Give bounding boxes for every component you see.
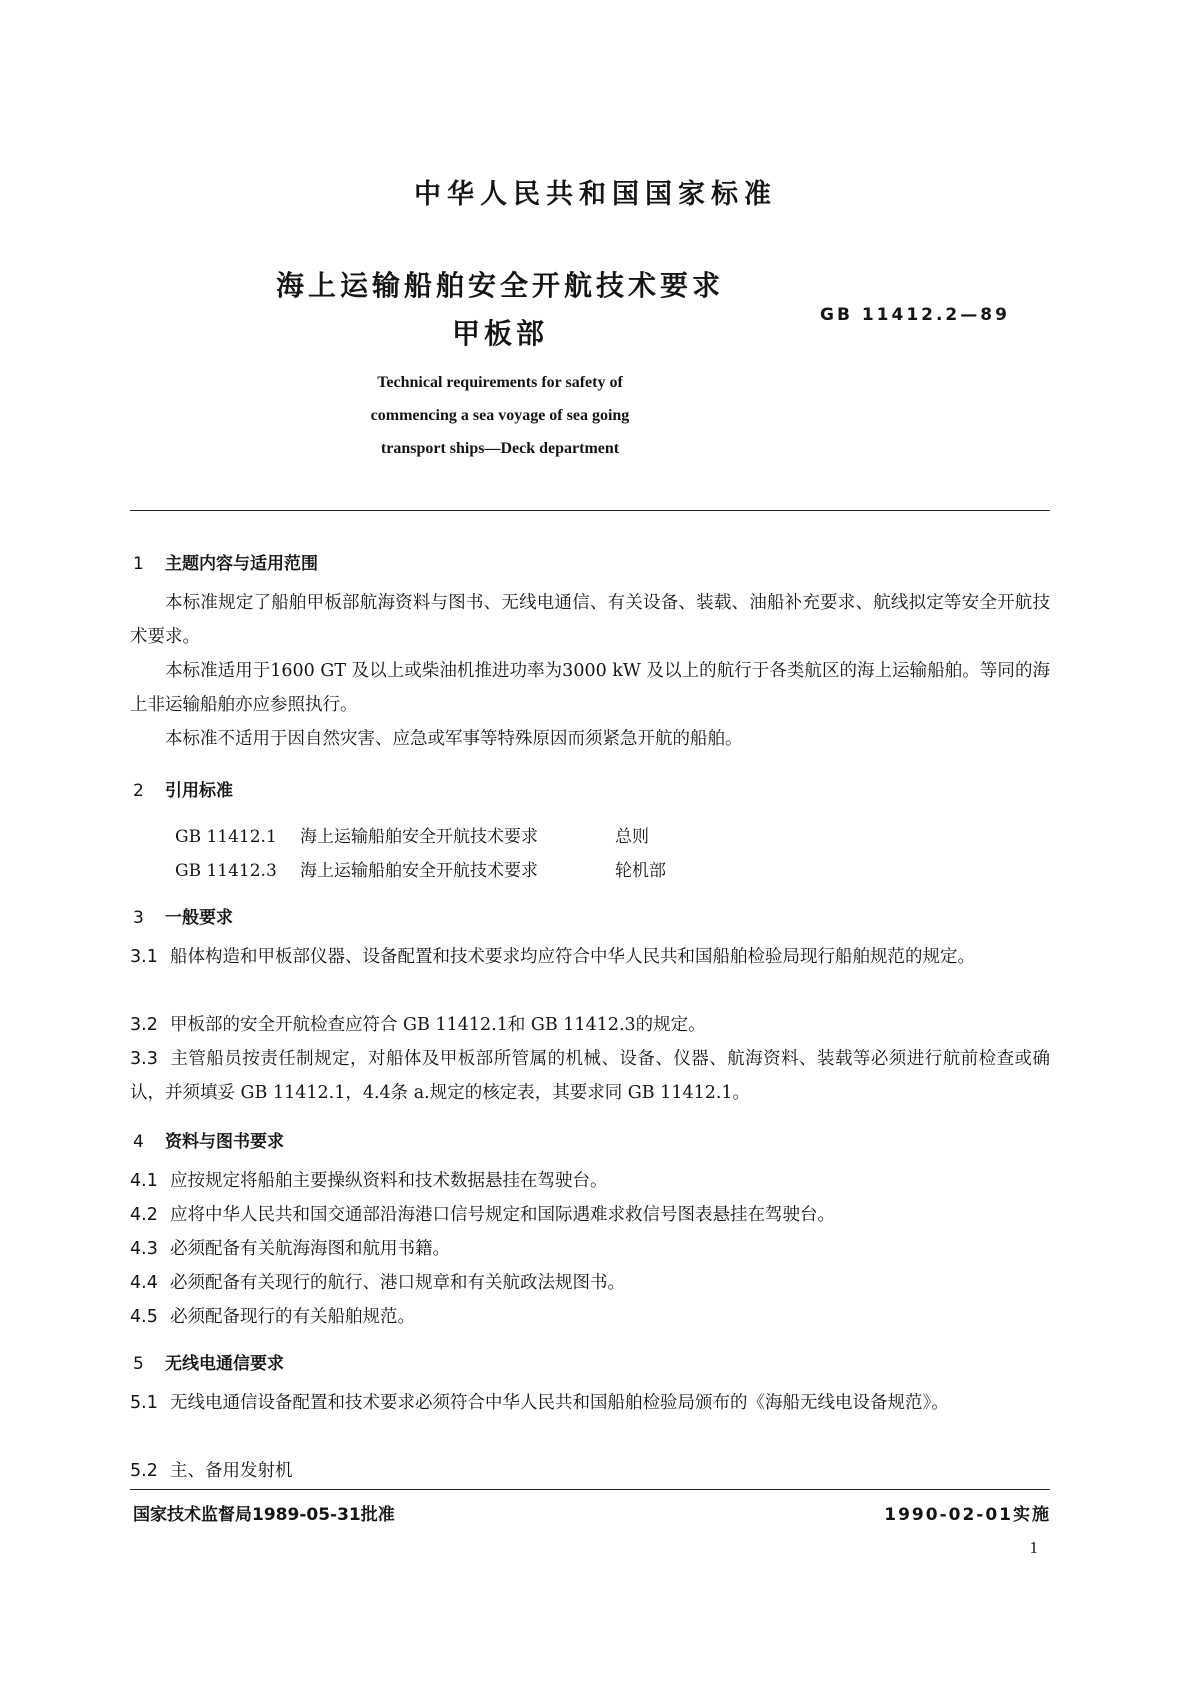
section-number: 3 (133, 908, 144, 928)
clause (130, 1386, 1050, 1420)
section-number: 5 (133, 1354, 144, 1374)
clause-text: 必须配备现行的有关船舶规范。 (170, 1307, 415, 1327)
clause (130, 1232, 1050, 1266)
section-number: 2 (133, 781, 144, 801)
reference-item (175, 856, 666, 881)
clause-number: 5.1 (130, 1393, 158, 1413)
clause-number: 5.2 (130, 1461, 158, 1481)
clause-number: 3.3 (130, 1049, 158, 1069)
section-title: 资料与图书要求 (165, 1132, 284, 1152)
section-heading (133, 903, 233, 928)
section-number: 4 (133, 1132, 144, 1152)
english-title-line: transport ships—Deck department (380, 440, 620, 457)
national-standard-heading: 中华人民共和国国家标准 (414, 179, 777, 210)
section-number: 1 (133, 554, 144, 574)
effective-date: 1990-02-01实施 (884, 1505, 1051, 1525)
footer-divider (130, 1489, 1050, 1490)
clause (130, 1266, 1050, 1300)
english-title-line: Technical requirements for safety of (377, 374, 623, 391)
reference-code: GB 11412.1 (175, 827, 277, 847)
header-divider (130, 510, 1050, 511)
document-subtitle: 甲板部 (451, 317, 548, 350)
clause-text: 主、备用发射机 (170, 1461, 293, 1481)
clause (130, 1008, 1050, 1042)
clause-number: 4.5 (130, 1307, 158, 1327)
clause (130, 940, 1050, 974)
english-title (0, 366, 1000, 465)
clause (130, 1198, 1050, 1232)
clause (130, 1164, 1050, 1198)
clause-number: 3.2 (130, 1015, 158, 1035)
clause-text: 应将中华人民共和国交通部沿海港口信号规定和国际遇难求救信号图表悬挂在驾驶台。 (170, 1205, 835, 1225)
clause-number: 4.3 (130, 1239, 158, 1259)
paragraph: 本标准适用于1600 GT 及以上或柴油机推进功率为3000 kW 及以上的航行于各类航区的海上运输船舶。等同的海上非运输船舶亦应参照执行。 (130, 661, 1050, 715)
clause-number: 3.1 (130, 947, 158, 967)
reference-part: 轮机部 (615, 861, 666, 881)
paragraph: 本标准不适用于因自然灾害、应急或军事等特殊原因而须紧急开航的船舶。 (165, 729, 743, 749)
clause-text: 主管船员按责任制规定，对船体及甲板部所管属的机械、设备、仪器、航海资料、装载等必须进行航前检查或确认，并须填妥 GB 11412.1，4.4条 a.规定的核定表，其要求同 GB 11412.1。 (130, 1049, 1050, 1103)
section-heading (133, 549, 318, 574)
section-heading (133, 1127, 284, 1152)
clause-text: 船体构造和甲板部仪器、设备配置和技术要求均应符合中华人民共和国船舶检验局现行船舶规范的规定。 (170, 947, 975, 967)
clause (130, 1042, 1050, 1110)
clause-number: 4.2 (130, 1205, 158, 1225)
section-heading (133, 1349, 284, 1374)
paragraph: 本标准规定了船舶甲板部航海资料与图书、无线电通信、有关设备、装载、油船补充要求、航线拟定等安全开航技术要求。 (130, 593, 1050, 647)
clause-text: 必须配备有关航海海图和航用书籍。 (170, 1239, 450, 1259)
section-title: 引用标准 (165, 781, 233, 801)
section-title: 一般要求 (165, 908, 233, 928)
page-number: 1 (1029, 1538, 1038, 1557)
approval-date: 国家技术监督局1989-05-31批准 (133, 1505, 395, 1525)
clause-number: 4.1 (130, 1171, 158, 1191)
reference-part: 总则 (615, 827, 649, 847)
reference-name: 海上运输船舶安全开航技术要求 (300, 861, 538, 881)
document-title: 海上运输船舶安全开航技术要求 (275, 269, 724, 302)
section-title: 无线电通信要求 (165, 1354, 284, 1374)
clause (130, 1300, 1050, 1334)
section-heading (133, 776, 233, 801)
clause-text: 必须配备有关现行的航行、港口规章和有关航政法规图书。 (170, 1273, 625, 1293)
section-title: 主题内容与适用范围 (165, 554, 318, 574)
clause-text: 无线电通信设备配置和技术要求必须符合中华人民共和国船舶检验局颁布的《海船无线电设备规范》。 (170, 1393, 949, 1413)
english-title-line: commencing a sea voyage of sea going (370, 407, 630, 424)
reference-code: GB 11412.3 (175, 861, 277, 881)
clause-text: 甲板部的安全开航检查应符合 GB 11412.1和 GB 11412.3的规定。 (170, 1015, 706, 1035)
clause-text: 应按规定将船舶主要操纵资料和技术数据悬挂在驾驶台。 (170, 1171, 608, 1191)
reference-name: 海上运输船舶安全开航技术要求 (300, 827, 538, 847)
clause-number: 4.4 (130, 1273, 158, 1293)
clause (130, 1454, 1050, 1488)
reference-item (175, 822, 649, 847)
standard-number: GB 11412.2—89 (820, 305, 1010, 325)
